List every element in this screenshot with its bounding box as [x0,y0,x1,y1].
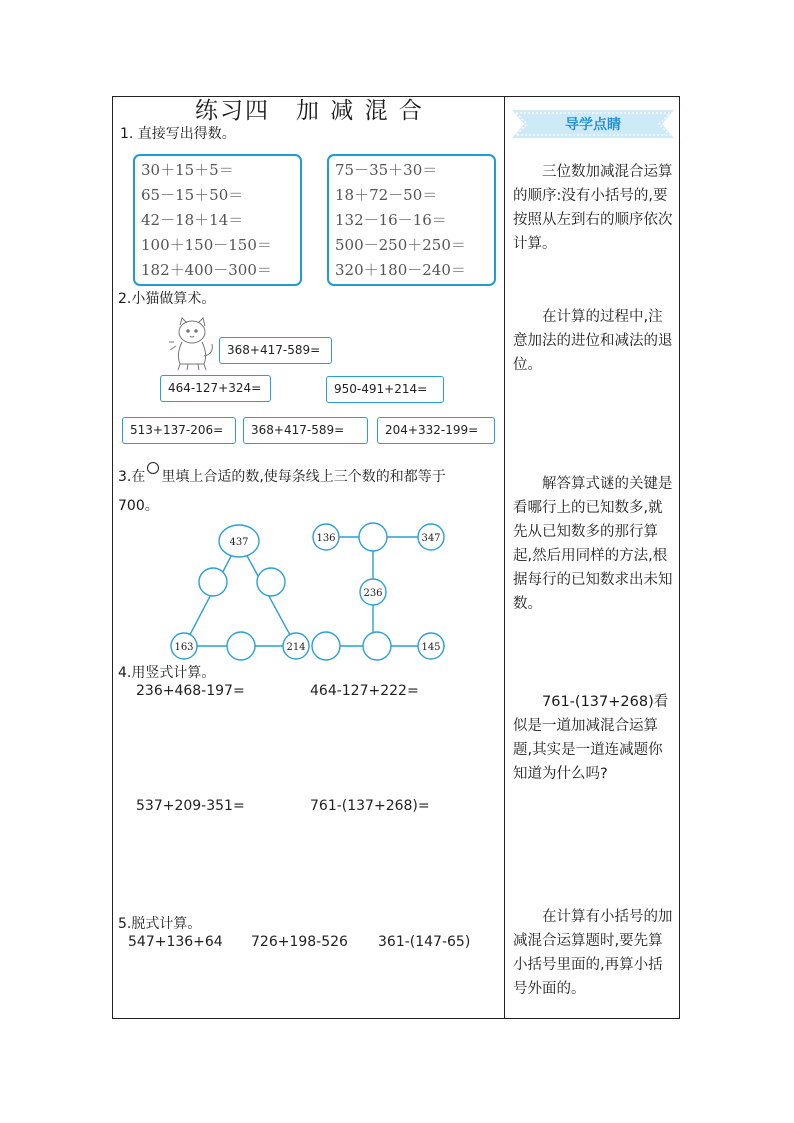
sidebar-note: 三位数加减混合运算的顺序:没有小括号的,要按照从左到右的顺序依次计算。 [513,164,673,252]
sidebar-note: 在计算有小括号的加减混合运算题时,要先算小括号里面的,再算小括号外面的。 [513,909,673,997]
guide-badge-label: 导学点睛 [565,117,621,133]
cat-math-box: 368+417-589= [243,417,368,444]
expression: 75－35＋30＝ [335,161,438,179]
section-2-label: 2.小猫做算术。 [118,291,216,307]
number-puzzle-diagram [160,515,460,665]
vertical-calc-item: 761-(137+268)= [310,798,430,814]
cat-math-box: 464-127+324= [160,375,271,402]
node-value: 163 [174,642,194,653]
expression: 500－250＋250＝ [335,236,466,254]
step-calc-item: 361-(147-65) [378,934,471,950]
cat-math-box: 204+332-199= [377,417,495,444]
node-value: 347 [421,533,441,544]
cat-math-box: 950-491+214= [326,376,444,403]
guide-badge [512,110,674,138]
node-value: 437 [229,537,249,548]
node-value: 136 [316,533,336,544]
circle-placeholder-icon [147,462,159,474]
expression: 30＋15＋5＝ [141,161,234,179]
column-divider [504,96,505,1019]
grid-empty-node [359,523,387,551]
grid-empty-node [363,632,391,660]
expression: 42－18＋14＝ [141,211,244,229]
vertical-calc-item: 236+468-197= [136,683,245,699]
node-value: 145 [421,642,441,653]
triangle-empty-node [227,632,255,660]
node-value: 236 [363,588,383,599]
triangle-empty-node [199,568,227,596]
section-1-label: 1. 直接写出得数。 [120,126,236,142]
expression: 65－15＋50＝ [141,186,244,204]
expression: 132－16－16＝ [335,211,447,229]
step-calc-item: 547+136+64 [128,934,223,950]
sidebar-note: 761-(137+268)看似是一道加减混合运算题,其实是一道连减题你知道为什么吗? [513,694,669,782]
grid-empty-node [312,632,340,660]
section-3-label: 3.在 里填上合适的数,使每条线上三个数的和都等于 [118,462,446,486]
sidebar-note: 在计算的过程中,注意加法的进位和减法的退位。 [513,309,673,373]
section-1-left-box [133,154,302,286]
page-title: 练习四 加 减 混 合 [195,98,424,124]
expression: 320＋180－240＝ [335,261,466,279]
step-calc-item: 726+198-526 [251,934,348,950]
vertical-calc-item: 464-127+222= [310,683,419,699]
section-1-right-box [327,154,496,286]
cat-math-box: 513+137-206= [122,417,236,444]
expression: 100＋150－150＝ [141,236,272,254]
cat-illustration [168,316,218,372]
sidebar-note: 解答算式谜的关键是看哪行上的已知数多,就先从已知数多的那行算起,然后用同样的方法,根据每行的已知数求出未知数。 [513,476,673,612]
section-3-label-cont: 700。 [118,498,159,514]
expression: 18＋72－50＝ [335,186,438,204]
cat-math-box: 368+417-589= [219,337,332,364]
section-4-label: 4.用竖式计算。 [118,665,216,681]
node-value: 214 [286,642,306,653]
expression: 182＋400－300＝ [141,261,272,279]
section-5-label: 5.脱式计算。 [118,916,202,932]
vertical-calc-item: 537+209-351= [136,798,245,814]
triangle-empty-node [257,568,285,596]
